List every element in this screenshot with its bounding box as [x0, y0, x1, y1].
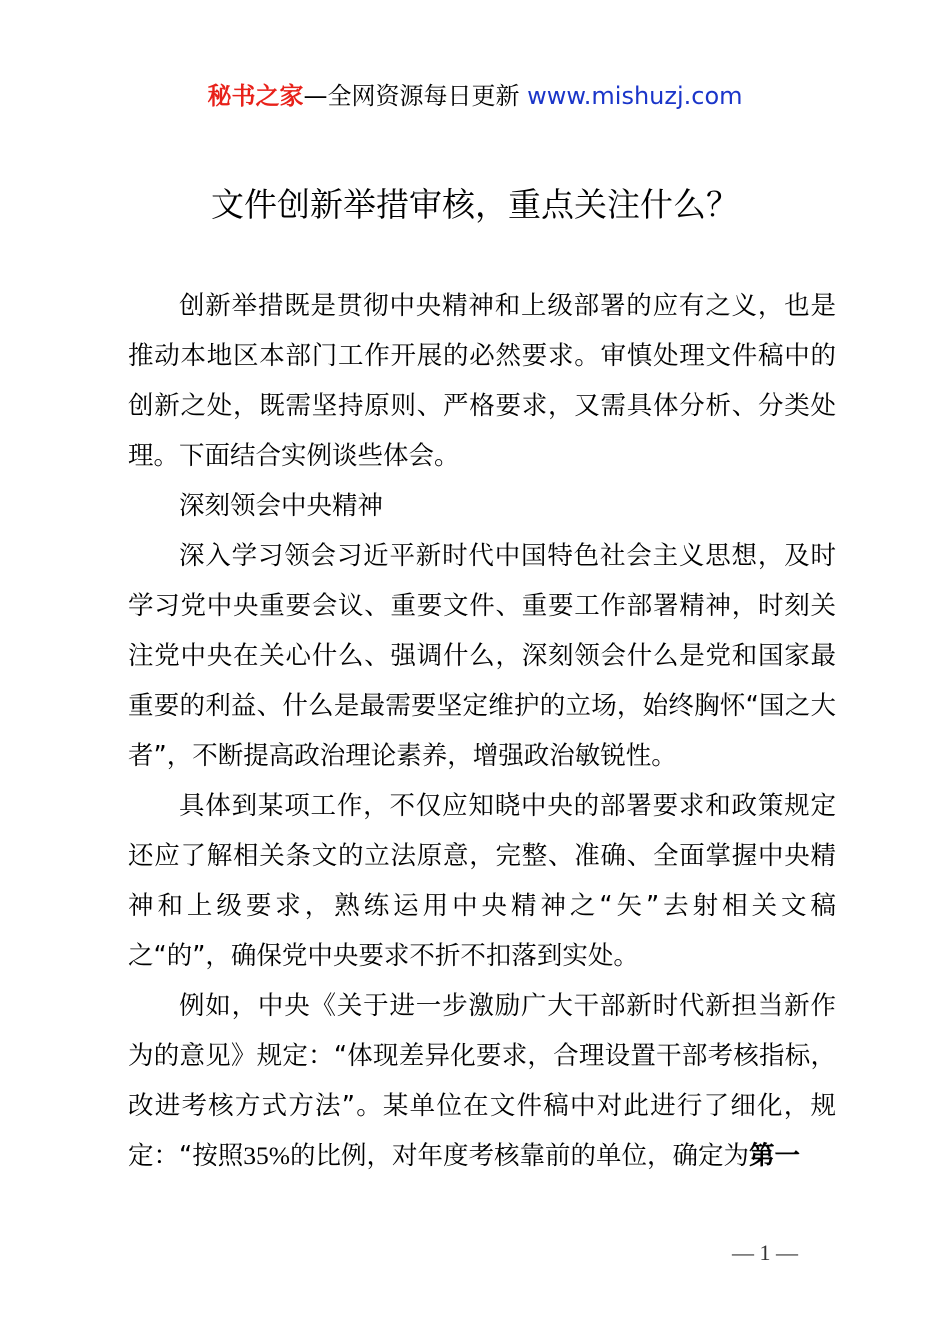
site-link[interactable]: www.mishuzj.com	[527, 82, 743, 110]
example-bold-text: 第一	[748, 1141, 800, 1171]
document-body	[128, 281, 836, 1181]
section-heading: 深刻领会中央精神	[179, 491, 384, 521]
paragraph-specific-work: 具体到某项工作，不仅应知晓中央的部署要求和政策规定还应了解相关条文的立法原意，完整、准确、全面掌握中央精神和上级要求，熟练运用中央精神之“矢”去射相关文稿之“的”，确保党中央要求不折不扣落到实处。	[128, 791, 836, 971]
brand-name: 秘书之家	[207, 82, 304, 110]
paragraph-intro: 创新举措既是贯彻中央精神和上级部署的应有之义，也是推动本地区本部门工作开展的必然要求。审慎处理文件稿中的创新之处，既需坚持原则、严格要求，又需具体分析、分类处理。下面结合实例谈些体会。	[128, 291, 836, 471]
paragraph-study: 深入学习领会习近平新时代中国特色社会主义思想，及时学习党中央重要会议、重要文件、重要工作部署精神，时刻关注党中央在关心什么、强调什么，深刻领会什么是党和国家最重要的利益、什么是最需要坚定维护的立场，始终胸怀“国之大者”，不断提高政治理论素养，增强政治敏锐性。	[128, 541, 836, 771]
header-tagline: —全网资源每日更新	[303, 82, 520, 110]
paragraph-example	[128, 981, 836, 1181]
example-text-a: 例如，中央《关于进一步激励广大干部新时代新担当新作为的意见》规定：“体现差异化要求，合理设置干部考核指标，改进考核方式方法”。某单位在文件稿中对此进行了细化，规定：“按照	[128, 991, 836, 1171]
document-title: 文件创新举措审核，重点关注什么？	[211, 185, 739, 224]
site-header	[0, 80, 950, 112]
example-text-b: 的比例，对年度考核靠前的单位，确定为	[289, 1141, 749, 1171]
example-percentage: 35%	[243, 1141, 290, 1170]
page-number: — 1 —	[732, 1240, 798, 1265]
